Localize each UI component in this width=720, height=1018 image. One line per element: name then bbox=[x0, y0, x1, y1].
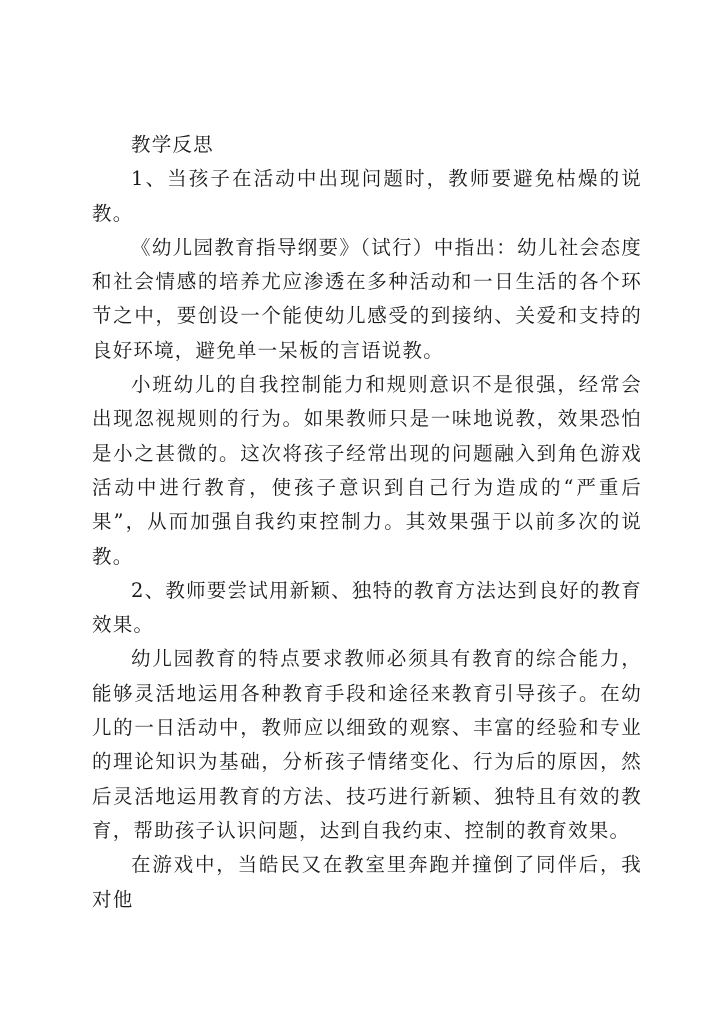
document-body bbox=[92, 128, 642, 917]
paragraph-teaching-ability: 幼儿园教育的特点要求教师必须具有教育的综合能力，能够灵活地运用各种教育手段和途径来教育引导孩子。在幼儿的一日活动中，教师应以细致的观察、丰富的经验和专业的理论知识为基础，分析孩子情绪变化、行为后的原因，然后灵活地运用教育的方法、技巧进行新颖、独特且有效的教育，帮助孩子认识问题，达到自我约束、控制的教育效果。 bbox=[92, 647, 642, 842]
paragraph-game-example: 在游戏中，当皓民又在教室里奔跑并撞倒了同伴后，我对他 bbox=[92, 853, 642, 911]
section-heading: 教学反思 bbox=[131, 133, 214, 156]
paragraph-guideline-quote: 《幼儿园教育指导纲要》（试行）中指出：幼儿社会态度和社会情感的培养尤应渗透在多种活动和一日生活的各个环节之中，要创设一个能使幼儿感受的到接纳、关爱和支持的良好环境，避免单一呆板的言语说教。 bbox=[92, 235, 642, 362]
point-1-heading: 1、当孩子在活动中出现问题时，教师要避免枯燥的说教。 bbox=[92, 167, 642, 225]
point-2-heading: 2、教师要尝试用新颖、独特的教育方法达到良好的教育效果。 bbox=[92, 578, 642, 637]
paragraph-self-control: 小班幼儿的自我控制能力和规则意识不是很强，经常会出现忽视规则的行为。如果教师只是一味地说教，效果恐怕是小之甚微的。这次将孩子经常出现的问题融入到角色游戏活动中进行教育，使孩子意识到自己行为造成的“严重后果”，从而加强自我约束控制力。其效果强于以前多次的说教。 bbox=[92, 373, 642, 568]
